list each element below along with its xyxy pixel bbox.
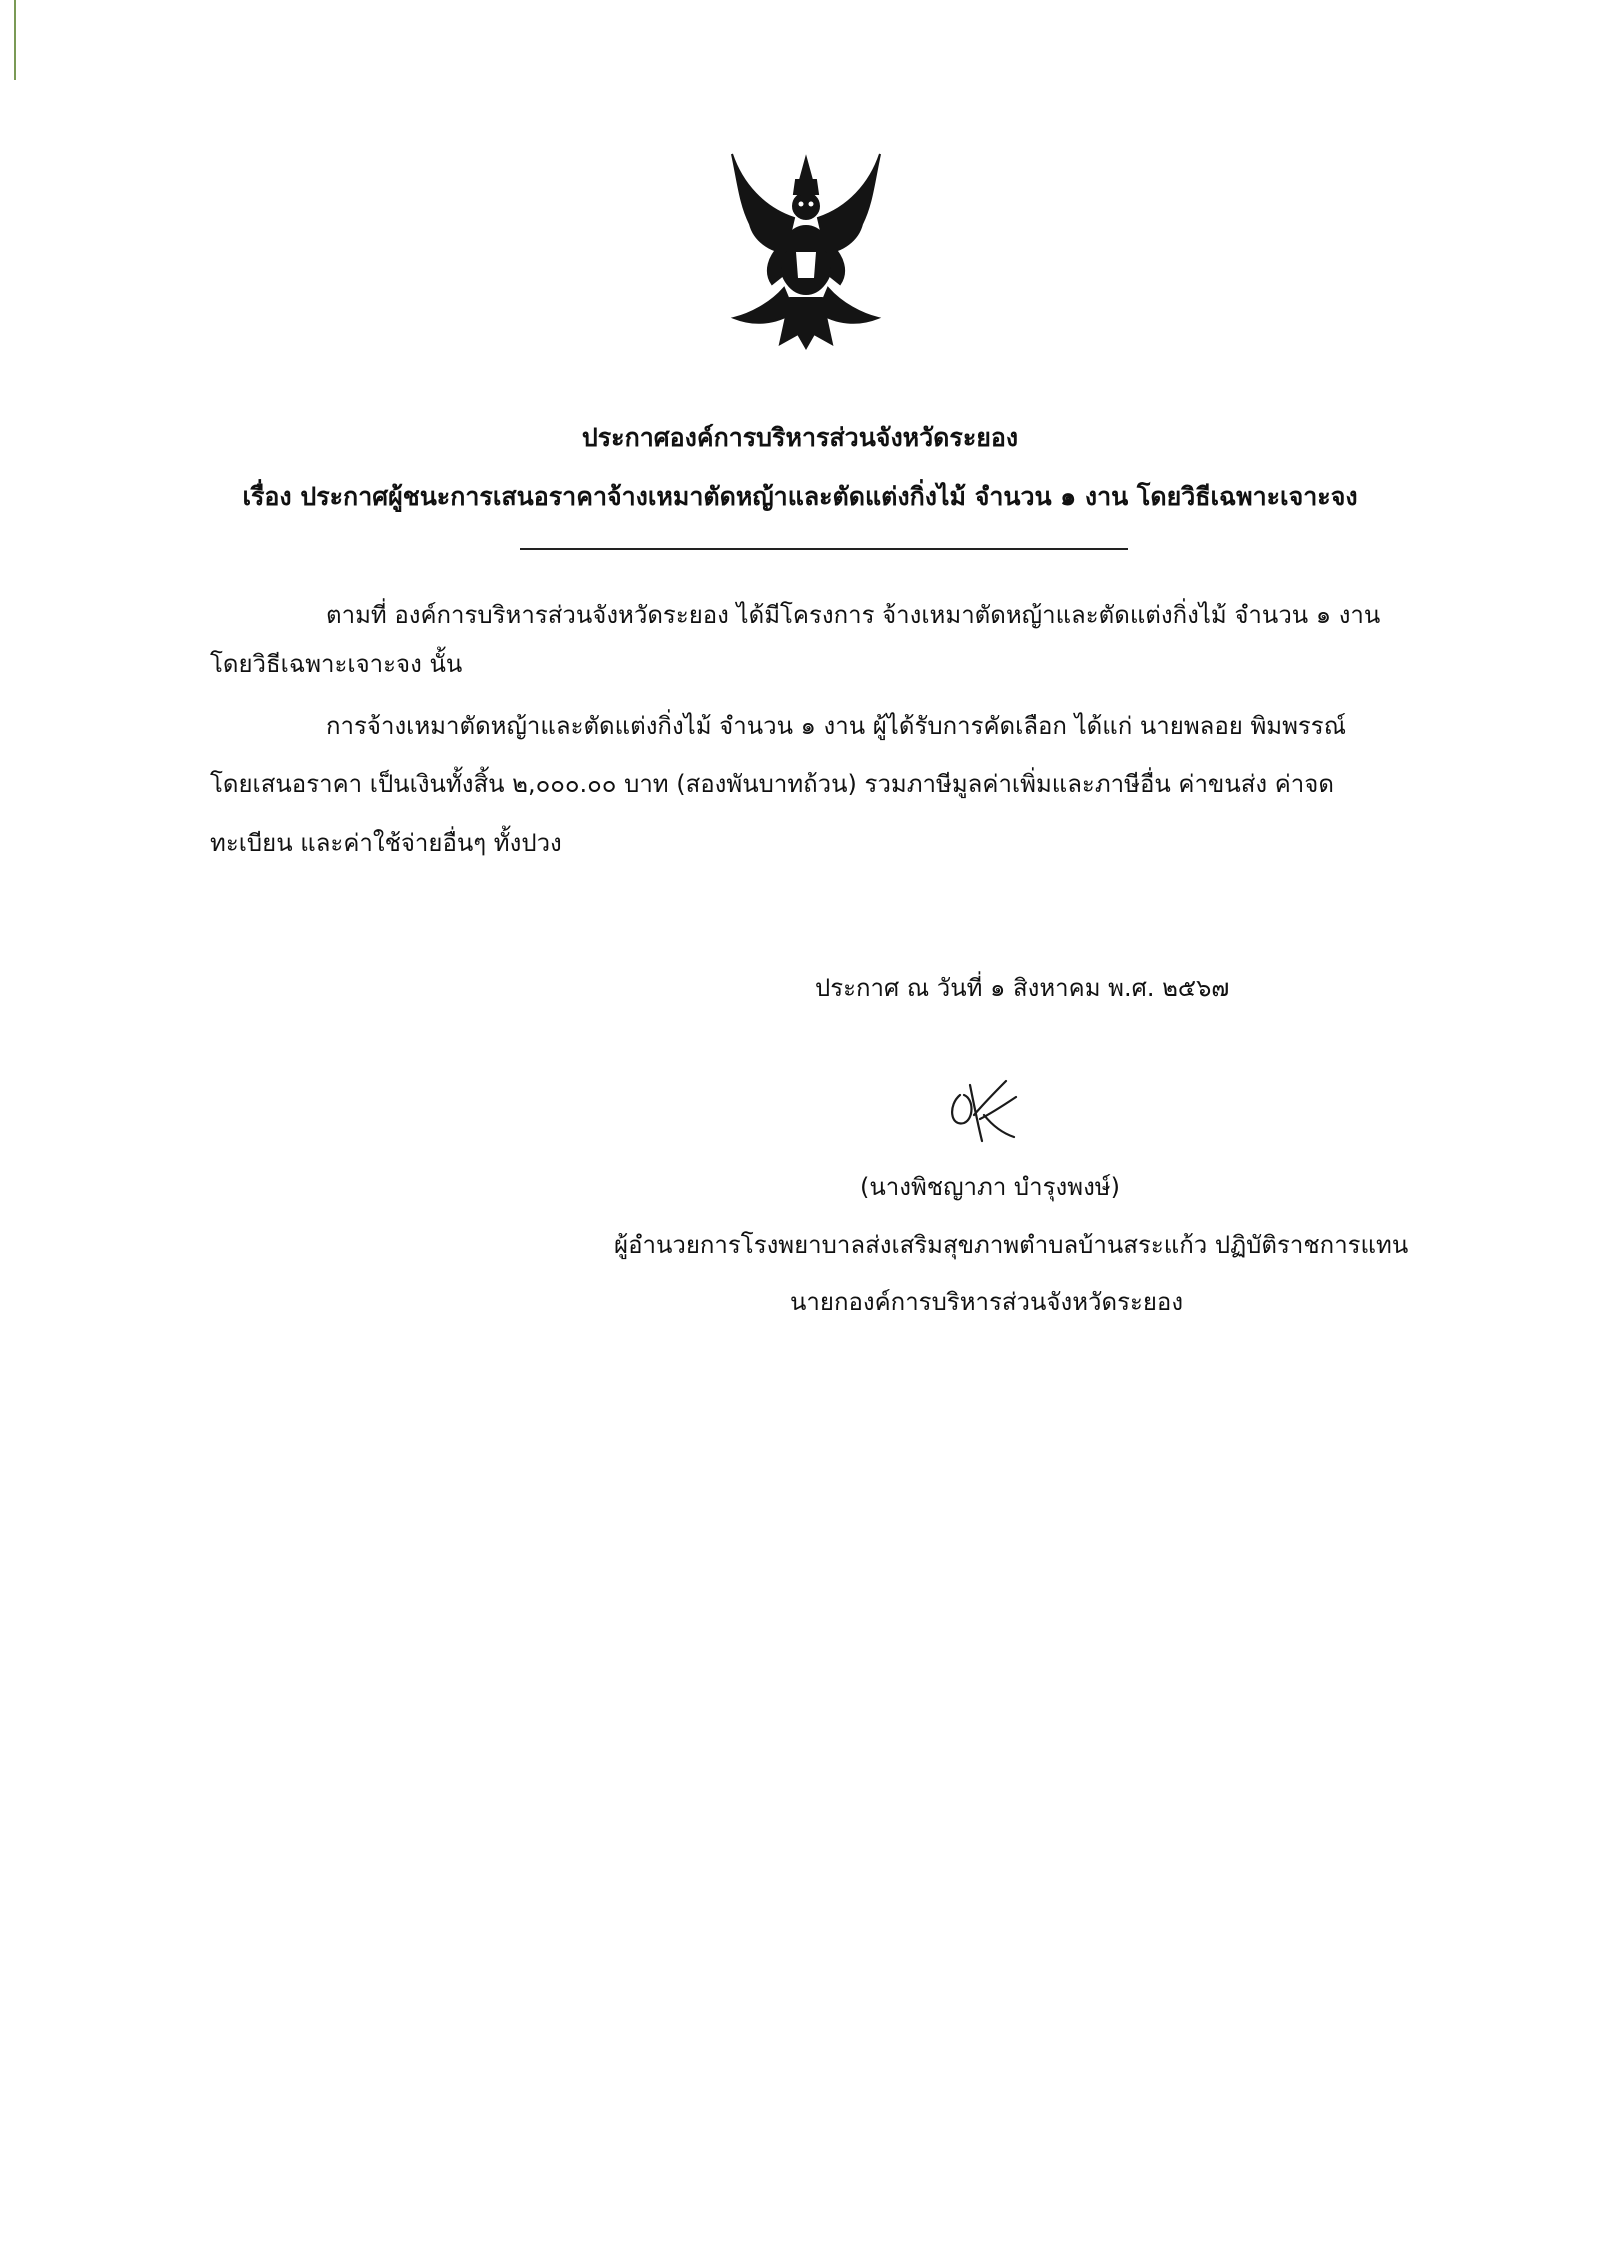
paragraph-2-line-1: การจ้างเหมาตัดหญ้าและตัดแต่งกิ่งไม้ จำนวน ๑ งาน ผู้ได้รับการคัดเลือก ได้แก่ นายพลอย พิมพรรณ์ xyxy=(326,712,1346,740)
signer-name: (นางพิชญาภา บำรุงพงษ์) xyxy=(860,1173,1120,1201)
paragraph-2-line-2: โดยเสนอราคา เป็นเงินทั้งสิ้น ๒,๐๐๐.๐๐ บาท (สองพันบาทถ้วน) รวมภาษีมูลค่าเพิ่มและภาษีอื่น ค่าขนส่ง ค่าจด xyxy=(210,770,1334,798)
signer-office: นายกองค์การบริหารส่วนจังหวัดระยอง xyxy=(790,1288,1184,1316)
announcement-date: ประกาศ ณ วันที่ ๑ สิงหาคม พ.ศ. ๒๕๖๗ xyxy=(815,974,1230,1002)
paragraph-2-line-3: ทะเบียน และค่าใช้จ่ายอื่นๆ ทั้งปวง xyxy=(210,829,562,857)
title-divider xyxy=(520,548,1128,550)
scan-edge-line xyxy=(14,0,16,80)
paragraph-1-line-2: โดยวิธีเฉพาะเจาะจง นั้น xyxy=(210,650,463,678)
garuda-emblem-icon xyxy=(724,148,888,356)
document-title: ประกาศองค์การบริหารส่วนจังหวัดระยอง xyxy=(581,423,1019,452)
paragraph-1-line-1: ตามที่ องค์การบริหารส่วนจังหวัดระยอง ได้มีโครงการ จ้างเหมาตัดหญ้าและตัดแต่งกิ่งไม้ จำนวน ๑ งาน xyxy=(326,601,1381,629)
document-subject: เรื่อง ประกาศผู้ชนะการเสนอราคาจ้างเหมาตัดหญ้าและตัดแต่งกิ่งไม้ จำนวน ๑ งาน โดยวิธีเฉพาะเจาะจง xyxy=(242,482,1358,511)
signer-position: ผู้อำนวยการโรงพยาบาลส่งเสริมสุขภาพตำบลบ้านสระแก้ว ปฏิบัติราชการแทน xyxy=(614,1231,1409,1259)
handwritten-signature xyxy=(940,1075,1030,1145)
